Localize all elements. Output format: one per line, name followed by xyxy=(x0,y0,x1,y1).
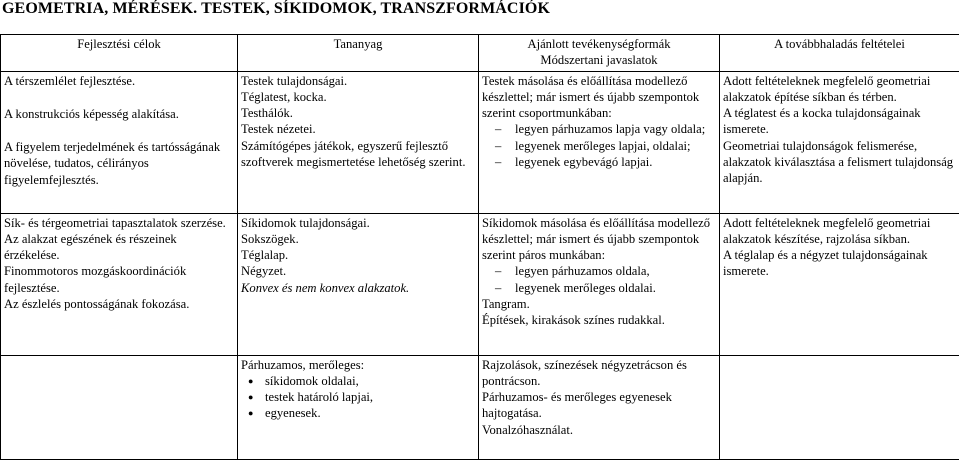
condition-text: Geometriai tulajdonságok felismerése, alakzatok kiválasztása a felismert tulajdonság alapján. xyxy=(723,138,954,186)
activity-text: Tangram. xyxy=(482,297,530,312)
curriculum-text: Síkidomok tulajdonságai. xyxy=(241,215,370,230)
goal-text: A konstrukciós képesség alakítása. xyxy=(4,106,179,121)
goal-text: Sík- és térgeometriai tapasztalatok szerzése. xyxy=(4,215,226,230)
row2-activities xyxy=(479,213,720,355)
page-title: GEOMETRIA, MÉRÉSEK. TESTEK, SÍKIDOMOK, TRANSZFORMÁCIÓK xyxy=(2,0,551,17)
curriculum-text: Testek nézetei. xyxy=(241,122,316,137)
curriculum-text: Párhuzamos, merőleges: xyxy=(241,357,365,372)
header-col2-label: Tananyag xyxy=(333,37,383,51)
activity-item: – legyen párhuzamos lapja vagy oldala; xyxy=(482,121,716,137)
curriculum-text: Testhálók. xyxy=(241,106,293,121)
row2-conditions xyxy=(720,213,959,355)
activity-list xyxy=(482,121,716,170)
header-curriculum xyxy=(238,35,479,72)
curriculum-bullet-item: ● testek határoló lapjai, xyxy=(241,389,475,405)
header-col3-line1: Ajánlott tevékenységformák xyxy=(527,37,671,51)
curriculum-bullet-item: ● egyenesek. xyxy=(241,405,475,421)
header-development-goals xyxy=(1,35,238,72)
row2-curriculum xyxy=(238,213,479,355)
goal-text: Az észlelés pontosságának fokozása. xyxy=(4,297,190,312)
curriculum-text: Négyzet. xyxy=(241,264,287,279)
curriculum-text: Testek tulajdonságai. xyxy=(241,73,348,88)
row-parallel-perpendicular xyxy=(1,355,959,459)
goal-text: Az alakzat egészének és részeinek érzékelése. xyxy=(4,231,177,263)
header-col1-label: Fejlesztési célok xyxy=(77,37,161,51)
activity-list xyxy=(482,263,716,296)
curriculum-text: Sokszögek. xyxy=(241,231,299,246)
activity-item: – legyen párhuzamos oldala, xyxy=(482,263,716,279)
curriculum-bullet-list xyxy=(241,373,475,422)
curriculum-text-italic: Konvex és nem konvex alakzatok. xyxy=(241,280,410,295)
condition-text: Adott feltételeknek megfelelő geometriai alakzatok készítése, rajzolása síkban. xyxy=(723,215,931,246)
activity-item: – legyenek merőleges oldalai. xyxy=(482,280,716,296)
activity-text: Rajzolások, színezések négyzetrácson és pontrácson. xyxy=(482,357,687,388)
activity-text: Építések, kirakások színes rudakkal. xyxy=(482,313,665,328)
condition-text: Adott feltételeknek megfelelő geometriai alakzatok építése síkban és térben. xyxy=(723,73,931,104)
header-col4-label: A továbbhaladás feltételei xyxy=(774,37,905,51)
row3-conditions xyxy=(720,355,959,459)
activity-item: – legyenek merőleges lapjai, oldalai; xyxy=(482,138,716,154)
curriculum-text: Téglatest, kocka. xyxy=(241,89,327,104)
row3-activities xyxy=(479,355,720,459)
header-progression-conditions xyxy=(720,35,959,72)
goal-text: Finommotoros mozgáskoordinációk fejlesztése. xyxy=(4,264,187,295)
activity-intro: Testek másolása és előállítása modellező készlettel; már ismert és újabb szempontok szerint csoportmunkában: xyxy=(482,73,700,121)
curriculum-table xyxy=(0,34,959,460)
curriculum-text: Számítógépes játékok, egyszerű fejlesztő szoftverek megismertetése lehetőség szerint. xyxy=(241,138,466,170)
activity-item: – legyenek egybevágó lapjai. xyxy=(482,154,716,170)
goal-text: A térszemlélet fejlesztése. xyxy=(4,73,136,88)
row1-goals xyxy=(1,71,238,213)
goal-text: A figyelem terjedelmének és tartósságának növelése, tudatos, célirányos figyelemfejlesztés. xyxy=(4,140,221,187)
header-activities xyxy=(479,35,720,72)
row3-curriculum xyxy=(238,355,479,459)
activity-text: Párhuzamos- és merőleges egyenesek hajtogatása. xyxy=(482,390,672,421)
activity-intro: Síkidomok másolása és előállítása modellező készlettel; már ismert és újabb szempontok szerint páros munkában: xyxy=(482,215,711,263)
row-solids xyxy=(1,71,959,213)
curriculum-bullet-item: ● síkidomok oldalai, xyxy=(241,373,475,389)
curriculum-text: Téglalap. xyxy=(241,248,289,263)
header-row xyxy=(1,35,959,72)
row1-activities xyxy=(479,71,720,213)
activity-text: Vonalzóhasználat. xyxy=(482,422,574,437)
row3-goals xyxy=(1,355,238,459)
header-col3-line2: Módszertani javaslatok xyxy=(540,53,658,68)
row1-conditions xyxy=(720,71,959,213)
condition-text: A téglatest és a kocka tulajdonságainak ismerete. xyxy=(723,106,921,137)
row2-goals xyxy=(1,213,238,355)
row1-curriculum xyxy=(238,71,479,213)
condition-text: A téglalap és a négyzet tulajdonságainak ismerete. xyxy=(723,248,928,279)
row-plane-figures xyxy=(1,213,959,355)
